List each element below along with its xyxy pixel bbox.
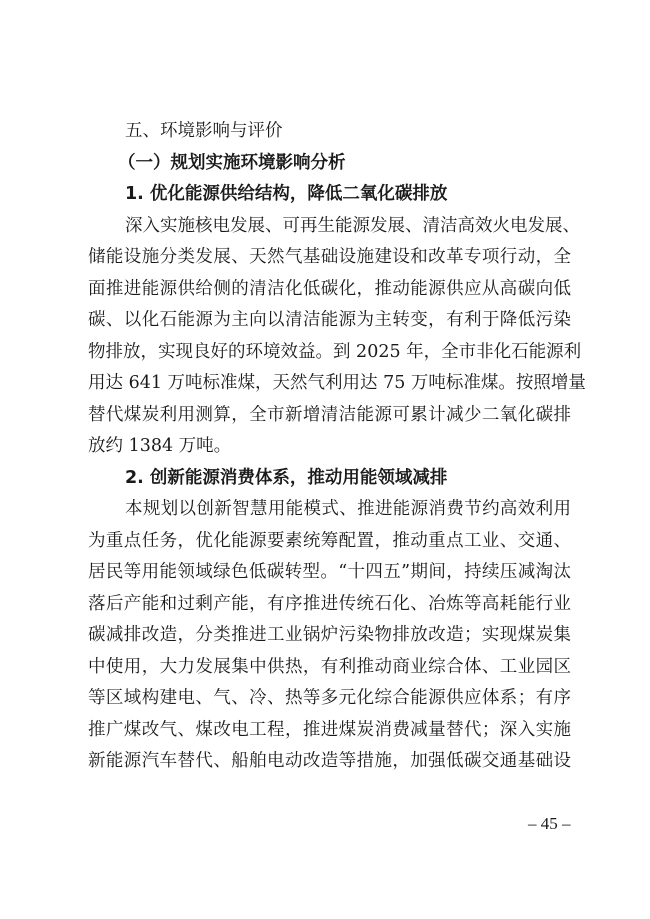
paragraph-line: 放约 1384 万吨。 <box>88 436 232 456</box>
paragraph-line: 物排放，实现良好的环境效益。到 2025 年，全市非化石能源利 <box>88 341 582 362</box>
paragraph-line: 落后产能和过剩产能，有序推进传统石化、冶炼等高耗能行业 <box>88 593 571 614</box>
paragraph-line: 等区域构建电、气、冷、热等多元化综合能源供应体系；有序 <box>88 688 571 708</box>
paragraph-line: 中使用，大力发展集中供热，有利推动商业综合体、工业园区 <box>88 656 571 677</box>
section-title: 五、环境影响与评价 <box>125 121 283 141</box>
paragraph-line: 为重点任务，优化能源要素统筹配置，推动重点工业、交通、 <box>88 530 571 551</box>
item-heading-1: 1. 优化能源供给结构，降低二氧化碳排放 <box>125 184 448 204</box>
subsection-title: （一）规划实施环境影响分析 <box>118 152 346 173</box>
paragraph-line: 用达 641 万吨标准煤，天然气利用达 75 万吨标准煤。按照增量 <box>88 373 586 393</box>
paragraph-line: 深入实施核电发展、可再生能源发展、清洁高效火电发展、 <box>125 215 580 236</box>
page-number: – 45 – <box>528 814 571 833</box>
paragraph-line: 新能源汽车替代、船舶电动改造等措施，加强低碳交通基础设 <box>88 751 571 771</box>
paragraph-line: 碳、以化石能源为主向以清洁能源为主转变，有利于降低污染 <box>88 310 571 330</box>
paragraph-1 <box>88 211 586 463</box>
paragraph-line: 面推进能源供给侧的清洁化低碳化，推动能源供应从高碳向低 <box>88 278 571 299</box>
paragraph-line: 碳减排改造，分类推进工业锅炉污染物排放改造；实现煤炭集 <box>88 625 571 645</box>
item-heading-2: 2. 创新能源消费体系，推动用能领域减排 <box>125 467 448 488</box>
paragraph-line: 替代煤炭利用测算，全市新增清洁能源可累计减少二氧化碳排 <box>88 404 571 425</box>
paragraph-line: 本规划以创新智慧用能模式、推进能源消费节约高效利用 <box>125 499 571 519</box>
paragraph-line: 推广煤改气、煤改电工程，推进煤炭消费减量替代；深入实施 <box>88 719 571 740</box>
paragraph-line: 储能设施分类发展、天然气基础设施建设和改革专项行动，全 <box>88 247 571 267</box>
paragraph-2 <box>88 494 571 778</box>
document-page <box>88 116 586 778</box>
paragraph-line: 居民等用能领域绿色低碳转型。“十四五”期间，持续压减淘汰 <box>88 562 571 582</box>
